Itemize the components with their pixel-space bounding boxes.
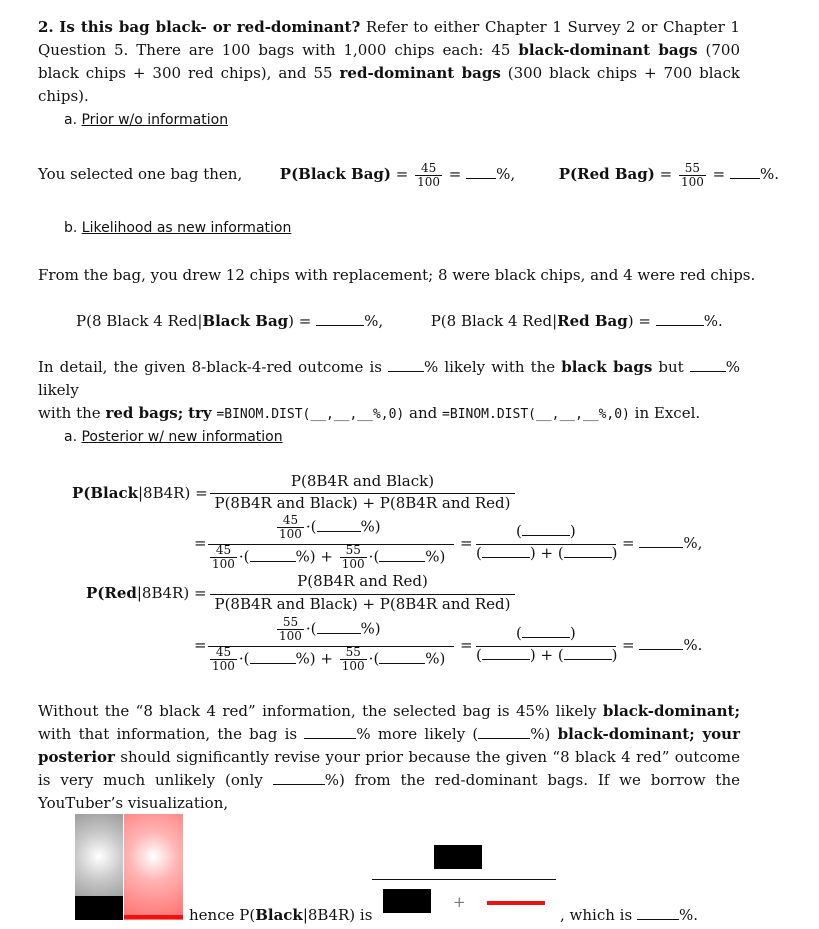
post-red-paren-num: ( ) <box>516 624 576 642</box>
part-a-heading <box>64 112 228 128</box>
which-text: , which is <box>560 906 633 924</box>
detail-try: try <box>188 404 212 422</box>
paren-plus-1: ) + ( <box>529 544 564 562</box>
post-black-numerator: P(8B4R and Black) <box>290 472 435 490</box>
detail-3: but <box>658 358 684 376</box>
likelihood-line: P(8 Black 4 Red|Black Bag) = %, P(8 Black 4 Red|Red Bag) = %. <box>76 312 723 330</box>
pct-plus-1: %) + <box>295 547 333 566</box>
concl-4: % more likely ( <box>356 725 479 743</box>
f-den-6: 100 <box>341 659 365 673</box>
post-red-numerator: P(8B4R and Red) <box>297 572 428 590</box>
drew-text: From the bag, you drew 12 chips with replacement; 8 were black chips, and 4 were red chips. <box>38 266 756 284</box>
hence-2: Black <box>255 906 303 924</box>
viz-den-red <box>487 901 545 905</box>
like-red-blank[interactable] <box>656 313 704 326</box>
post-black-eq2: = <box>460 534 473 552</box>
intro-text-2: Question 5. There are 100 bags with 1,000 chips each: 45 <box>38 41 511 59</box>
post-black-den-frac-2 <box>340 544 367 571</box>
question-header <box>38 16 740 108</box>
red-bags-text: red-dominant bags <box>339 64 501 82</box>
post-red-result-blank[interactable] <box>639 637 683 650</box>
binom-formula-1: =BINOM.DIST(__,__,__%,0) <box>216 407 405 422</box>
f-den-5: 100 <box>212 659 235 673</box>
detail-excel: in Excel. <box>634 404 701 422</box>
part-a-title: Prior w/o information <box>81 112 229 128</box>
viz-plus-sign: + <box>453 893 466 911</box>
detail-black: black bags <box>561 358 653 376</box>
detail-blank-2[interactable] <box>690 359 726 372</box>
concl-3: that information, the bag is <box>78 725 298 743</box>
like-black-b: Black Bag <box>202 312 289 330</box>
prior-black-pct: %, <box>496 165 516 183</box>
part-b-title: Likelihood as new information <box>81 220 292 236</box>
viz-den-black <box>383 889 431 913</box>
concl-blank-2[interactable] <box>478 726 530 739</box>
post-black-label: P(Black|8B4R) = <box>72 484 208 502</box>
f55-num-1: 55 <box>345 543 361 557</box>
prior-red-num: 55 <box>684 160 701 175</box>
concl-6: should significantly revise your prior because the given “8 black 4 red” outcome is very much <box>38 748 740 789</box>
concl-bd2: black-dominant; your posterior <box>38 725 740 766</box>
pct-close-2: %) <box>425 649 446 668</box>
concl-7: unlikely (only <box>155 771 263 789</box>
detail-red: red bags; <box>105 404 184 422</box>
prior-black-fraction <box>415 162 442 189</box>
pct-plus-2: %) + <box>295 649 333 668</box>
p-red-bag: P(Red Bag) <box>558 165 655 183</box>
like-black-a: P(8 Black 4 Red| <box>76 312 203 330</box>
concl-2: with <box>38 725 72 743</box>
post-black-den-frac-1 <box>210 544 237 571</box>
post-red-sub-num: $\frac{55}{100}$ ·( %) <box>279 615 381 643</box>
post-red-denominator: P(8B4R and Black) + P(8B4R and Red) <box>214 595 511 613</box>
like-red-b: Red Bag <box>557 312 628 330</box>
question-number: 2. <box>38 18 54 36</box>
viz-black-chunk <box>75 896 123 920</box>
hence-3: |8B4R) is <box>302 906 373 924</box>
concl-1: Without the “8 black 4 red” information, the selected bag is 45% likely <box>38 702 597 720</box>
f45-num-3: 45 <box>215 645 232 659</box>
f-den-1: 100 <box>279 527 302 541</box>
post-red-num-blank[interactable] <box>317 621 361 634</box>
conclusion-paragraph <box>38 700 740 815</box>
part-b-heading <box>64 220 291 236</box>
viz-pink-bag <box>124 814 183 920</box>
post-black-den-blank-1[interactable] <box>250 549 296 562</box>
hence-1: hence P( <box>189 906 256 924</box>
concl-blank-1[interactable] <box>304 726 356 739</box>
f55-num-3: 55 <box>345 645 361 659</box>
detail-4: % likely <box>38 358 740 399</box>
which-blank[interactable] <box>637 907 679 920</box>
prior-black-num: 45 <box>420 160 437 175</box>
part-a-label: a. <box>64 112 78 128</box>
intro-text-1: Refer to either Chapter 1 Survey 2 or Chapter 1 <box>365 18 740 36</box>
post-red-paren-blank-1[interactable] <box>522 625 570 638</box>
post-black-den-blank-2[interactable] <box>379 549 425 562</box>
part-c-heading <box>64 429 283 445</box>
post-red-sub-den: $\frac{45}{100}$ ·( %) + $\frac{55}{100}$ ·( %) <box>212 645 446 673</box>
viz-hence-text <box>189 906 372 924</box>
intro-text-5: (300 black chips + 700 black chips). <box>38 64 740 105</box>
paren-plus-2: ) + ( <box>529 646 564 664</box>
part-c-label: a. <box>64 429 78 445</box>
detail-2: % likely with the <box>424 358 556 376</box>
concl-bd: black-dominant; <box>602 702 740 720</box>
post-black-paren-num: ( ) <box>516 522 576 540</box>
which-pct: %. <box>678 906 698 924</box>
post-black-result-blank[interactable] <box>639 535 683 548</box>
post-red-equals: = <box>194 636 207 654</box>
f55-num-2: 55 <box>282 615 299 629</box>
part-b-label: b. <box>64 220 78 236</box>
post-red-den-frac-2 <box>340 646 367 673</box>
post-red-paren-blank-2[interactable] <box>482 647 530 660</box>
prior-lead: You selected one bag then, <box>38 165 243 183</box>
black-bags-text: black-dominant bags <box>518 41 698 59</box>
post-black-sub-num: $\frac{45}{100}$ ·( %) <box>279 513 381 541</box>
like-red-a: P(8 Black 4 Red| <box>430 312 558 330</box>
viz-fraction-bar <box>372 879 556 880</box>
post-red-result: = %. <box>622 636 703 654</box>
prior-red-blank[interactable] <box>730 166 760 179</box>
prior-red-fraction <box>679 162 706 189</box>
post-black-paren-blank-3[interactable] <box>564 545 612 558</box>
concl-8: %) from the red-dominant bags. If we borrow the YouTuber’s visualization, <box>38 771 740 812</box>
p-black-bag: P(Black Bag) <box>279 165 392 183</box>
pct-close-1: %) <box>425 547 446 566</box>
post-black-sub-frac <box>277 514 304 541</box>
f-den-4: 100 <box>279 629 302 643</box>
post-red-pct: %. <box>683 636 703 654</box>
post-black-paren-blank-1[interactable] <box>522 523 570 536</box>
post-black-equals: = <box>194 534 207 552</box>
post-red-paren-blank-3[interactable] <box>564 647 612 660</box>
viz-which-text <box>560 906 698 924</box>
post-black-paren-den: ( ) + ( ) <box>476 544 618 562</box>
viz-num-black <box>434 845 482 869</box>
post-red-paren-den: ( ) + ( ) <box>476 646 618 664</box>
post-red-eq2: = <box>460 636 473 654</box>
prior-black-den: 100 <box>417 174 441 189</box>
viz-red-strip <box>124 915 183 919</box>
post-black-paren-blank-2[interactable] <box>482 545 530 558</box>
post-red-sub-frac <box>277 616 304 643</box>
post-black-denominator: P(8B4R and Black) + P(8B4R and Red) <box>214 494 511 512</box>
f-den-3: 100 <box>341 557 365 571</box>
prior-red-pct: %. <box>759 165 779 183</box>
question-title: Is this bag black- or red-dominant? <box>59 18 361 36</box>
concl-blank-3[interactable] <box>273 772 325 785</box>
prior-black-blank[interactable] <box>466 166 496 179</box>
intro-text-3: (700 black chips <box>38 41 740 82</box>
post-red-den-blank-2[interactable] <box>379 651 425 664</box>
prior-line: You selected one bag then, P(Black Bag) = $\frac{45}{100}$ = %, P(Red Bag) = $\frac{55}{100}$ = %. <box>38 160 779 189</box>
concl-5: %) <box>530 725 551 743</box>
post-red-den-blank-1[interactable] <box>250 651 296 664</box>
post-black-sub-den: $\frac{45}{100}$ ·( %) + $\frac{55}{100}$ ·( %) <box>212 543 446 571</box>
post-black-pct: %, <box>683 534 703 552</box>
like-black-blank[interactable] <box>316 313 364 326</box>
f45-num-1: 45 <box>282 513 299 527</box>
f-den-2: 100 <box>212 557 235 571</box>
detail-1: In detail, the given 8-black-4-red outcome is <box>38 358 382 376</box>
detail-5: with the <box>38 404 101 422</box>
post-red-label: P(Red|8B4R) = <box>86 584 207 602</box>
post-black-num-blank[interactable] <box>317 519 361 532</box>
f45-num-2: 45 <box>215 543 232 557</box>
prior-red-den: 100 <box>680 174 704 189</box>
detail-blank-1[interactable] <box>388 359 424 372</box>
post-red-den-frac-1 <box>210 646 237 673</box>
binom-formula-2: =BINOM.DIST(__,__,__%,0) <box>442 407 630 422</box>
intro-text-4: + 300 red chips), and 55 <box>132 64 333 82</box>
part-c-title: Posterior w/ new information <box>81 429 283 445</box>
post-black-result: = %, <box>622 534 703 552</box>
detail-and: and <box>409 404 438 422</box>
detail-paragraph <box>38 356 740 426</box>
